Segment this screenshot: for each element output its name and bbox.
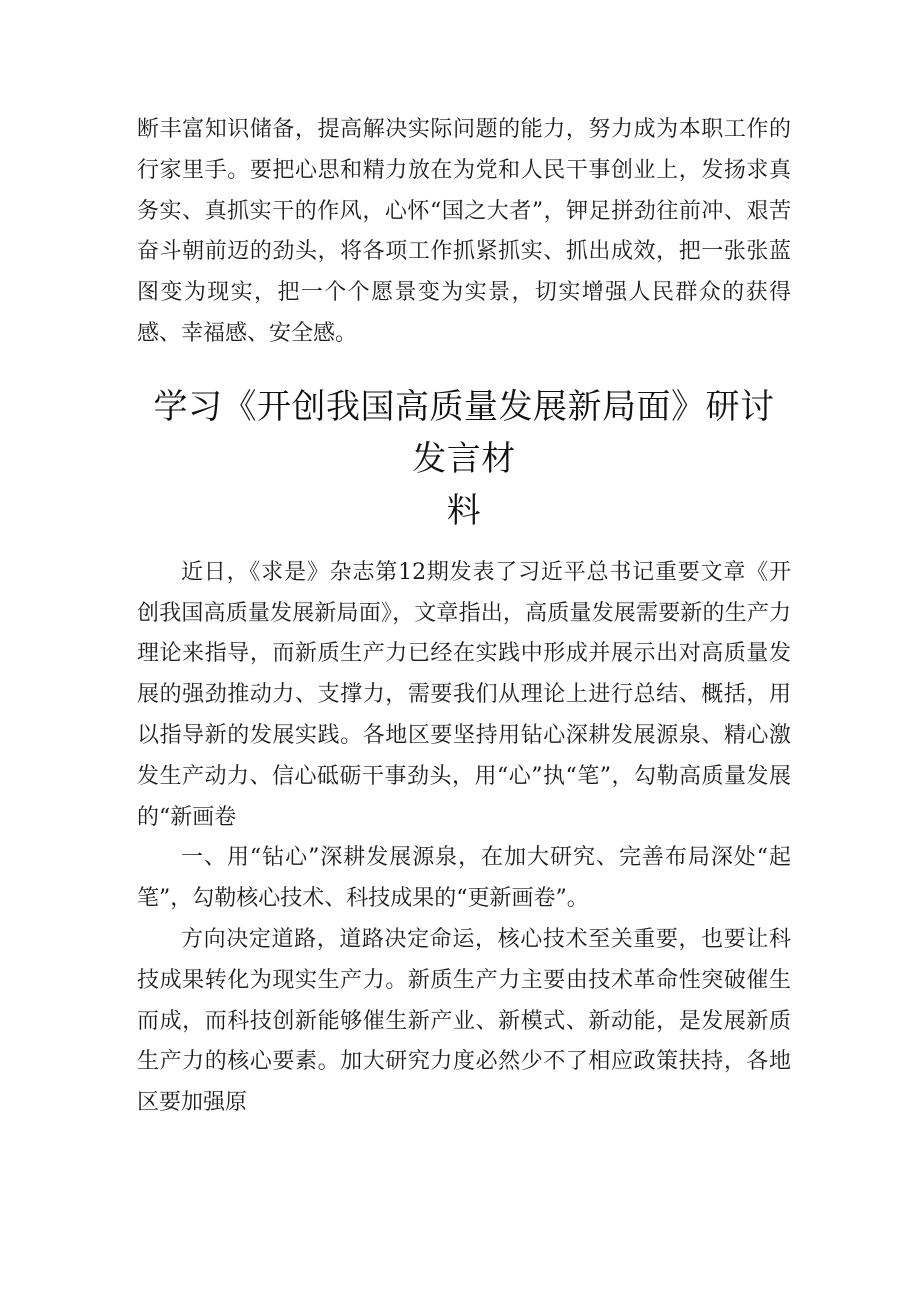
article-title-line-1: 学习《开创我国高质量发展新局面》研讨发言材	[153, 386, 775, 479]
intro-paragraph: 近日，《求是》杂志第12期发表了习近平总书记重要文章《开创我国高质量发展新局面》，文章指出，高质量发展需要新的生产力理论来指导，而新质生产力已经在实践中形成并展示出对高质量发展的强劲推动力、支撑力，需要我们从理论上进行总结、概括，用以指导新的发展实践。各地区要坚持用钻心深耕发展源泉、精心激发生产动力、信心砥砺干事劲头，用“心”执“笔”，勾勒高质量发展的“新画卷	[137, 559, 791, 830]
article-title	[137, 381, 791, 537]
continuation-paragraph: 断丰富知识储备，提高解决实际问题的能力，努力成为本职工作的行家里手。要把心思和精力放在为党和人民干事创业上，发扬求真务实、真抓实干的作风，心怀“国之大者”，钾足拼劲往前冲、艰苦奋斗朝前迈的劲头，将各项工作抓紧抓实、抓出成效，把一张张蓝图变为现实，把一个个愿景变为实景，切实增强人民群众的获得感、幸福感、安全感。	[137, 117, 791, 346]
section-heading-1: 一、用“钻心”深耕发展源泉，在加大研究、完善布局深处“起笔”，勾勒核心技术、科技成果的“更新画卷”。	[137, 845, 791, 912]
section-1-paragraph: 方向决定道路，道路决定命运，核心技术至关重要，也要让科技成果转化为现实生产力。新质生产力主要由技术革命性突破催生而成，而科技创新能够催生新产业、新模式、新动能，是发展新质生产力的核心要素。加大研究力度必然少不了相应政策扶持，各地区要加强原	[137, 926, 791, 1116]
article-title-line-2: 料	[446, 490, 482, 531]
page-content	[137, 110, 791, 1124]
